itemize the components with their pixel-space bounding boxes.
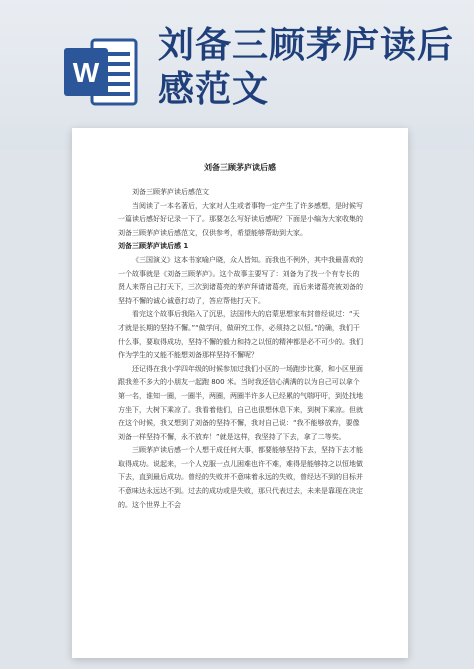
document-subtitle: 刘备三顾茅庐读后感范文: [132, 188, 209, 196]
body-paragraph: 看完这个故事后我陷入了沉思，法国伟大的启蒙思想家布封曾经说过：“天才就是长期的坚持不懈。”“做学问，做研究工作，必须持之以恒。”的确，我们干什么事，要取得成功，坚持不懈的毅力和持之以恒的精神都是必不可少的。我们作为学生的又能不能想刘备那样坚持不懈呢？: [118, 310, 363, 360]
document-body: [118, 186, 364, 512]
word-document-icon: [62, 36, 140, 108]
body-paragraph: 《三国演义》这本书家喻户晓，众人皆知。而我也不例外，其中我最喜欢的一个故事就是《刘备三顾茅庐》。这个故事主要写了：刘备为了找一个有专长的贤人来帮自己打天下，三次到诸葛亮的茅庐拜请诸葛亮，而后来诸葛亮被刘备的坚持不懈的诚心诚意打动了，答应帮他打天下。: [118, 255, 363, 305]
intro-paragraph: 当阅读了一本名著后，大家对人生或者事物一定产生了许多感想，是时候写一篇读后感好好记录一下了。那要怎么写好读后感呢？下面是小编为大家收集的刘备三顾茅庐读后感范文，仅供参考，希望能够帮助到大家。: [118, 201, 363, 237]
section-heading: 刘备三顾茅庐读后感 1: [118, 242, 189, 251]
body-paragraph: 三顾茅庐读后感一个人想干成任何大事，都要能够坚持下去，坚持下去才能取得成功。说起来，一个人克服一点儿困难也许不难，难得是能够持之以恒地做下去，直到最后成功。曾经的失败并不意味着永远的失败，曾经达不到的目标并不意味达永远达不到。过去的成功或是失败，那只代表过去，未来是靠现在决定的。这个世界上不会: [118, 446, 363, 509]
word-logo-letter: W: [72, 57, 100, 88]
document-title: 刘备三顾茅庐读后感: [204, 163, 276, 172]
document-page: [72, 128, 408, 658]
body-paragraph: 还记得在我小学四年级的时候参加过我们小区的一场跑步比赛，和小区里面跟我差不多大的小朋友一起跑 800 米。当时我还信心满满的以为自己可以拿个第一名，谁知一圈，一圈半，两圈，两圈半许多人已经累的气喘吁吁，到处找地方坐下，大树下乘凉了。我看着他们，自己也很想休息下来，到树下乘凉。但就在这个时候，我又想到了刘备的坚持不懈，我对自己说：“我不能够放弃，要像刘备一样坚持不懈，永不放弃！”就是这样，我坚持了下去，拿了二等奖。: [118, 364, 363, 441]
hero-title: 刘备三顾茅庐读后感范文: [158, 25, 455, 110]
